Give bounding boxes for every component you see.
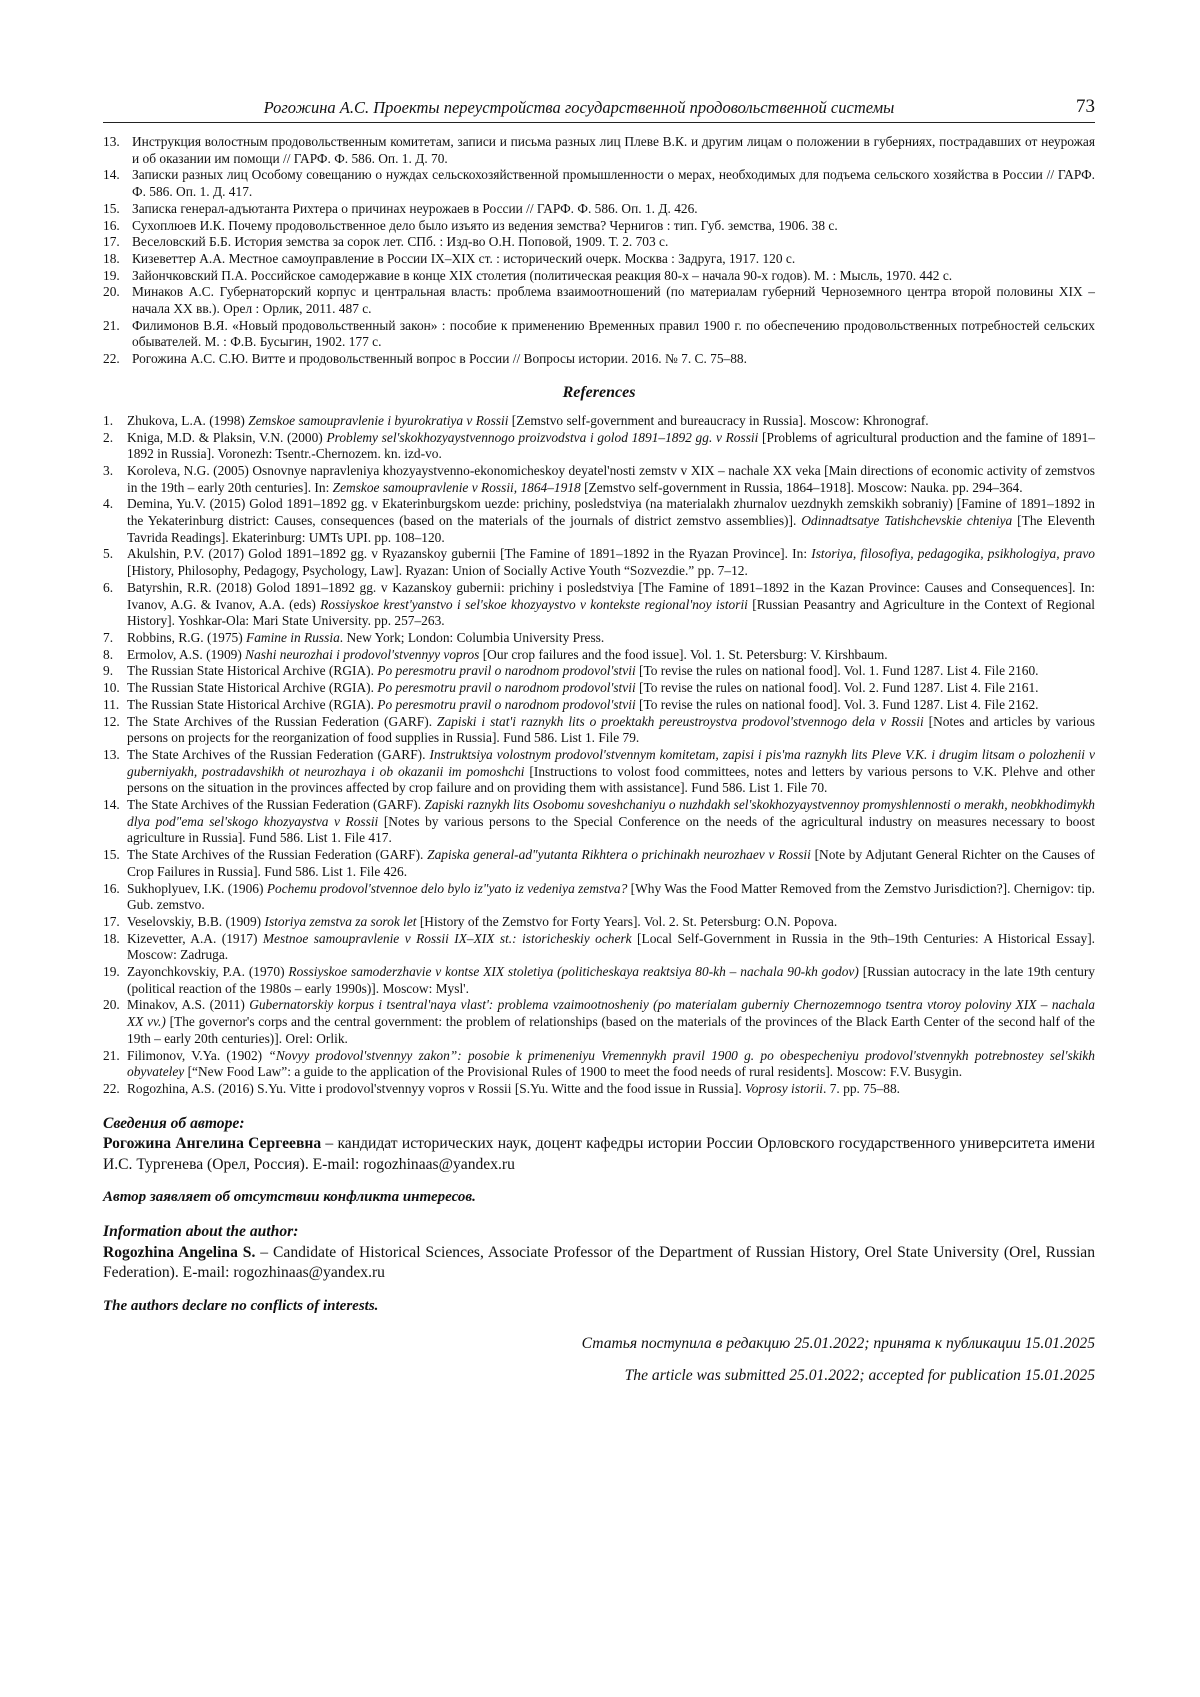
reference-number: 21. — [103, 1047, 120, 1063]
reference-item — [103, 318, 1095, 351]
reference-text: Ermolov, A.S. (1909) — [127, 646, 246, 662]
reference-number: 18. — [103, 250, 120, 266]
reference-number: 19. — [103, 964, 120, 980]
reference-text: The State Archives of the Russian Federation (GARF). — [127, 797, 425, 813]
journal-page — [103, 96, 1095, 1385]
reference-item — [103, 134, 1095, 167]
reference-text: Kizevetter, A.A. (1917) — [127, 930, 263, 946]
reference-text: Минаков А.С. Губернаторский корпус и центральная власть: проблема взаимоотношений (по материалам губерний Черноземного центра второй половины XIX – начала XX вв.). Орел : Орлик, 2011. 487 с. — [132, 284, 1095, 317]
reference-text: Minakov, A.S. (2011) — [127, 997, 250, 1013]
reference-number: 11. — [103, 696, 120, 712]
reference-number: 7. — [103, 629, 114, 645]
reference-title: Istoriya, filosofiya, pedagogika, psikhologiya, pravo — [811, 546, 1095, 562]
reference-item — [103, 747, 1095, 797]
author-info-en — [103, 1222, 1095, 1284]
reference-number: 16. — [103, 880, 120, 896]
author-info-en-heading: Information about the author — [103, 1223, 294, 1241]
reference-text-tail: [Local Self-Government in Russia in the 9th–19th Centuries: A Historical Essay]. Moscow: Zadruga. — [127, 930, 1096, 963]
reference-number: 22. — [103, 1080, 120, 1096]
reference-number: 3. — [103, 462, 114, 478]
reference-text-tail: . 7. pp. 75–88. — [823, 1080, 901, 1096]
reference-title: Po peresmotru pravil o narodnom prodovol'stvii — [377, 663, 636, 679]
reference-title: “Novyy prodovol'stvennyy zakon”: posobie k primeneniyu Vremennykh pravil 1900 g. po obespecheniyu prodovol'stvennykh potrebnostey sel'skikh obyvateley — [127, 1047, 1095, 1080]
reference-number: 20. — [103, 284, 120, 300]
reference-text: Инструкция волостным продовольственным комитетам, записи и письма разных лиц Плеве В.К. и другим лицам о положении в губерниях, пострадавших от неурожая и об оказании им помощи // ГАРФ. Ф. 586. Оп. 1. Д. 70. — [132, 134, 1095, 166]
reference-text-tail: [Zemstvo self-government and bureaucracy in Russia]. Moscow: Khronograf. — [508, 412, 929, 428]
reference-text-tail: [To revise the rules on national food]. Vol. 1. Fund 1287. List 4. File 2160. — [635, 663, 1039, 679]
reference-item — [103, 1081, 1095, 1098]
reference-number: 19. — [103, 267, 120, 283]
reference-item — [103, 167, 1095, 200]
reference-item — [103, 546, 1095, 579]
reference-title: Po peresmotru pravil o narodnom prodovol'stvii — [377, 696, 636, 712]
author-info-en-colon: : — [293, 1223, 299, 1241]
reference-title: Zapiski raznykh lits Osobomu soveshchaniyu o nuzhdakh sel'skokhozyaystvennoy promyshlennosti o merakh, neobkhodimykh dlya pod"ema sel'skogo khozyaystva v Rossii — [127, 797, 1095, 829]
author-name-en: Rogozhina Angelina S. — [103, 1243, 256, 1261]
page-number: 73 — [1076, 96, 1095, 117]
reference-number: 13. — [103, 746, 120, 762]
reference-item — [103, 430, 1095, 463]
reference-number: 2. — [103, 429, 114, 445]
reference-text: Кизеветтер А.А. Местное самоуправление в России IX–XIX ст. : исторический очерк. Москва : Задруга, 1917. 120 с. — [132, 250, 796, 266]
reference-text: Robbins, R.G. (1975) — [127, 629, 247, 645]
russian-reference-list — [103, 134, 1095, 368]
reference-number: 12. — [103, 713, 120, 729]
reference-item — [103, 997, 1095, 1047]
reference-text: Zhukova, L.A. (1998) — [127, 412, 249, 428]
reference-item — [103, 680, 1095, 697]
reference-number: 22. — [103, 351, 120, 367]
reference-number: 9. — [103, 663, 114, 679]
reference-text-tail: [Problems of agricultural production and the famine of 1891–1892 in Russia]. Voronezh: Tsentr.-Chernozem. kn. izd-vo. — [127, 429, 1095, 462]
reference-item — [103, 847, 1095, 880]
reference-text: Zayonchkovskiy, P.A. (1970) — [127, 964, 289, 980]
reference-text-tail: [Russian Peasantry and Agriculture in the Context of Regional History]. Yoshkar-Ola: Mari State University. pp. 257–263. — [127, 596, 1095, 629]
reference-text-tail: [The Eleventh Tavrida Readings]. Ekaterinburg: UMTs UPI. pp. 108–120. — [127, 513, 1095, 545]
reference-text: Batyrshin, R.R. (2018) Golod 1891–1892 gg. v Kazanskoy gubernii: prichiny i posledstviya [The Famine of 1891–1892 in the Kazan Province: Causes and Consequences]. In: Ivanov, A.G. & Ivanov, A.A. (eds) — [127, 579, 1095, 612]
reference-item — [103, 463, 1095, 496]
reference-text: Записка генерал-адъютанта Рихтера о причинах неурожаев в России // ГАРФ. Ф. 586. Оп. 1. Д. 426. — [132, 200, 698, 216]
reference-title: Rossiyskoe krest'yanstvo i sel'skoe khozyaystvo v kontekste regional'noy istorii — [320, 596, 748, 612]
reference-text: Filimonov, V.Ya. (1902) — [127, 1047, 269, 1063]
reference-number: 15. — [103, 200, 120, 216]
reference-text-tail: [Notes and articles by various persons on projects for the reorganization of food supplies in Russia]. Fund 586. List 1. File 79. — [127, 713, 1095, 746]
reference-number: 15. — [103, 847, 120, 863]
reference-title: Mestnoe samoupravlenie v Rossii IX–XIX st.: istoricheskiy ocherk — [262, 930, 632, 946]
reference-text-tail: [History, Philosophy, Pedagogy, Psychology, Law]. Ryazan: Union of Socially Active Youth “Sozvezdie.” pp. 7–12. — [127, 563, 748, 579]
reference-title: Zemskoe samoupravlenie v Rossii, 1864–1918 — [332, 479, 581, 495]
running-header — [103, 96, 1095, 123]
reference-text: Veselovskiy, B.B. (1909) — [127, 913, 265, 929]
references-title: References — [562, 383, 636, 401]
reference-title: Zapiska general-ad"yutanta Rikhtera o prichinakh neurozhaev v Rossii — [427, 847, 811, 863]
reference-item — [103, 630, 1095, 647]
reference-title: Istoriya zemstva za sorok let — [264, 913, 417, 929]
reference-text: Sukhoplyuev, I.K. (1906) — [127, 880, 267, 896]
author-info-ru — [103, 1114, 1095, 1176]
reference-title: Zapiski i stat'i raznykh lits o proektakh pereustroystva prodovol'stvennogo dela v Rossii — [437, 713, 924, 729]
article-dates — [103, 1335, 1095, 1385]
reference-number: 1. — [103, 412, 114, 428]
reference-item — [103, 201, 1095, 218]
reference-item — [103, 914, 1095, 931]
reference-number: 5. — [103, 546, 114, 562]
reference-item — [103, 663, 1095, 680]
reference-item — [103, 881, 1095, 914]
reference-text: Филимонов В.Я. «Новый продовольственный закон» : пособие к применению Временных правил 1900 г. по обеспечению продовольственных потребностей сельских обывателей. М. : Ф.В. Бусыгин, 1902. 177 с. — [132, 317, 1095, 350]
author-details-ru: – кандидат исторических наук, доцент кафедры истории России Орловского государственного университета имени И.С. Тургенева (Орел, Россия). E-mail: rogozhinaas@yandex.ru — [103, 1135, 1095, 1173]
reference-text: Записки разных лиц Особому совещанию о нуждах сельскохозяйственной промышленности о мерах, необходимых для подъема сельского хозяйства в России // ГАРФ. Ф. 586. Оп. 1. Д. 417. — [132, 167, 1095, 200]
reference-text: Сухоплюев И.К. Почему продовольственное дело было изъято из ведения земства? Чернигов : тип. Губ. земства, 1906. 38 с. — [132, 217, 838, 233]
reference-text: Kniga, M.D. & Plaksin, V.N. (2000) — [127, 429, 327, 445]
reference-item — [103, 964, 1095, 997]
running-title: Рогожина А.С. Проекты переустройства государственной продовольственной системы — [263, 98, 895, 117]
reference-item — [103, 218, 1095, 235]
reference-text: The Russian State Historical Archive (RGIA). — [127, 696, 378, 712]
reference-text: The State Archives of the Russian Federation (GARF). — [127, 847, 428, 863]
reference-number: 14. — [103, 797, 120, 813]
reference-text: Demina, Yu.V. (2015) Golod 1891–1892 gg. v Ekaterinburgskom uezde: prichiny, posledstviya (na materialakh zhurnalov uezdnykh zemskikh sobraniy) [Famine of 1891–1892 in the Yekaterinburg district: Causes, consequences (based on the materials of the journals of district zemstvo assemblies)]. — [127, 496, 1095, 529]
reference-number: 16. — [103, 217, 120, 233]
reference-text-tail: [Notes by various persons to the Special Conference on the needs of the agricultural industry on measures necessary to boost agriculture in Russia]. Fund 586. List 1. File 417. — [127, 813, 1096, 846]
reference-item — [103, 797, 1095, 847]
reference-title: Odinnadtsatye Tatishchevskie chteniya — [801, 513, 1013, 529]
reference-title: Pochemu prodovol'stvennoe delo bylo iz"yato iz vedeniya zemstva? — [266, 880, 628, 896]
reference-text-tail: [Zemstvo self-government in Russia, 1864–1918]. Moscow: Nauka. pp. 294–364. — [580, 479, 1023, 495]
reference-text-tail: [Russian autocracy in the late 19th century (political reaction of the 1980s – early 1990s)]. Moscow: Mysl'. — [127, 964, 1095, 996]
reference-text: Веселовский Б.Б. История земства за сорок лет. СПб. : Изд-во О.Н. Поповой, 1909. Т. 2. 703 с. — [132, 234, 669, 250]
reference-title: Gubernatorskiy korpus i tsentral'naya vlast': problema vzaimootnosheniy (po materialam guberniy Chernozemnogo tsentra vtoroy poloviny XIX – nachala XX vv.) — [127, 997, 1095, 1030]
dates-en: The article was submitted 25.01.2022; accepted for publication 15.01.2025 — [624, 1366, 1095, 1384]
reference-item — [103, 268, 1095, 285]
reference-number: 8. — [103, 646, 114, 662]
author-info-ru-colon: : — [239, 1114, 245, 1132]
reference-item — [103, 931, 1095, 964]
author-name-ru: Рогожина Ангелина Сергеевна — [103, 1135, 322, 1153]
reference-number: 14. — [103, 167, 120, 183]
reference-title: Famine in Russia — [246, 629, 340, 645]
reference-text: Akulshin, P.V. (2017) Golod 1891–1892 gg. v Ryazanskoy gubernii [The Famine of 1891–1892 in the Ryazan Province]. In: — [127, 546, 812, 562]
reference-text-tail: [The governor's corps and the central government: the problem of relationships (based on the materials of the provinces of the Black Earth Center of the second half of the 19th – early 20th centuries)]. Orel: Orlik. — [127, 1014, 1095, 1046]
reference-number: 4. — [103, 496, 114, 512]
reference-text-tail: [To revise the rules on national food]. Vol. 2. Fund 1287. List 4. File 2161. — [635, 680, 1039, 696]
reference-title: Po peresmotru pravil o narodnom prodovol'stvii — [377, 680, 636, 696]
reference-text: The State Archives of the Russian Federation (GARF). — [127, 713, 438, 729]
reference-item — [103, 251, 1095, 268]
reference-text-tail: [History of the Zemstvo for Forty Years]. Vol. 2. St. Petersburg: O.N. Popova. — [416, 913, 838, 929]
reference-text: Rogozhina, A.S. (2016) S.Yu. Vitte i prodovol'stvennyy vopros v Rossii [S.Yu. Witte and the food issue in Russia]. — [127, 1080, 746, 1096]
reference-text: The Russian State Historical Archive (RGIA). — [127, 680, 378, 696]
reference-title: Instruktsiya volostnym prodovol'stvennym komitetam, zapisi i pis'ma raznykh lits Pleve V.K. i drugim litsam o polozhenii v guberniyakh, postradavshikh ot neurozhaya i ob okazanii im pomoshchi — [127, 746, 1095, 779]
reference-title: Nashi neurozhai i prodovol'stvennyy vopros — [245, 646, 480, 662]
reference-item — [103, 647, 1095, 664]
reference-text: Зайончковский П.А. Российское самодержавие в конце XIX столетия (политическая реакция 80-х – начала 90-х годов). М. : Мысль, 1970. 442 с. — [132, 267, 953, 283]
reference-title: Zemskoe samoupravlenie i byurokratiya v Rossii — [248, 412, 509, 428]
reference-text-tail: [Our crop failures and the food issue]. Vol. 1. St. Petersburg: V. Kirshbaum. — [479, 646, 888, 662]
dates-ru: Статья поступила в редакцию 25.01.2022; принята к публикации 15.01.2025 — [581, 1334, 1095, 1352]
conflict-statement-en: The authors declare no conflicts of interests. — [103, 1297, 379, 1314]
references-list — [103, 413, 1095, 1098]
reference-text-tail: [To revise the rules on national food]. Vol. 3. Fund 1287. List 4. File 2162. — [635, 696, 1039, 712]
reference-item — [103, 496, 1095, 546]
author-details-en: – Candidate of Historical Sciences, Associate Professor of the Department of Russian History, Orel State University (Orel, Russian Federation). E-mail: rogozhinaas@yandex.ru — [103, 1243, 1095, 1282]
author-info-ru-heading: Сведения об авторе — [103, 1114, 240, 1132]
conflict-statement-ru: Автор заявляет об отсутствии конфликта интересов. — [103, 1189, 476, 1206]
reference-number: 20. — [103, 997, 120, 1013]
reference-item — [103, 351, 1095, 368]
reference-item — [103, 234, 1095, 251]
reference-text: The State Archives of the Russian Federation (GARF). — [127, 746, 430, 762]
reference-text: The Russian State Historical Archive (RGIA). — [127, 663, 378, 679]
reference-item — [103, 714, 1095, 747]
reference-text-tail: [Why Was the Food Matter Removed from the Zemstvo Jurisdiction?]. Chernigov: tip. Gub. zemstvo. — [127, 880, 1095, 913]
reference-number: 13. — [103, 134, 120, 149]
reference-title: Problemy sel'skokhozyaystvennogo proizvodstva i golod 1891–1892 gg. v Rossii — [326, 429, 759, 445]
reference-number: 10. — [103, 680, 120, 696]
reference-text-tail: [Note by Adjutant General Richter on the Causes of Crop Failures in Russia]. Fund 586. List 1. File 426. — [127, 847, 1095, 879]
reference-number: 17. — [103, 913, 120, 929]
reference-title: Voprosy istorii — [745, 1080, 824, 1096]
reference-title: Rossiyskoe samoderzhavie v kontse XIX stoletiya (politicheskaya reaktsiya 80-kh – nachala 90-kh godov) — [288, 964, 859, 980]
reference-item — [103, 413, 1095, 430]
reference-item — [103, 697, 1095, 714]
reference-text-tail: [“New Food Law”: a guide to the application of the Provisional Rules of 1900 to meet the food needs of rural residents]. Moscow: F.V. Busygin. — [184, 1064, 963, 1080]
reference-text-tail: [Instructions to volost food committees, notes and letters by various persons to V.K. Plehve and other persons on the situation in the provinces affected by crop failure and on providing them with assistance]. Fund 586. List 1. File 70. — [127, 763, 1095, 796]
reference-item — [103, 1048, 1095, 1081]
reference-number: 18. — [103, 930, 120, 946]
reference-text: Koroleva, N.G. (2005) Osnovnye napravleniya khozyaystvenno-ekonomicheskoy deyatel'nosti zemstv v XIX – nachale XX veka [Main directions of economic activity of zemstvos in the 19th – early 20th centuries]. In: — [127, 462, 1095, 495]
reference-number: 21. — [103, 317, 120, 333]
reference-number: 6. — [103, 579, 114, 595]
reference-text: Рогожина А.С. С.Ю. Витте и продовольственный вопрос в России // Вопросы истории. 2016. № 7. С. 75–88. — [132, 351, 747, 367]
reference-text-tail: . New York; London: Columbia University Press. — [339, 629, 605, 645]
reference-item — [103, 580, 1095, 630]
reference-item — [103, 284, 1095, 317]
reference-number: 17. — [103, 234, 120, 250]
